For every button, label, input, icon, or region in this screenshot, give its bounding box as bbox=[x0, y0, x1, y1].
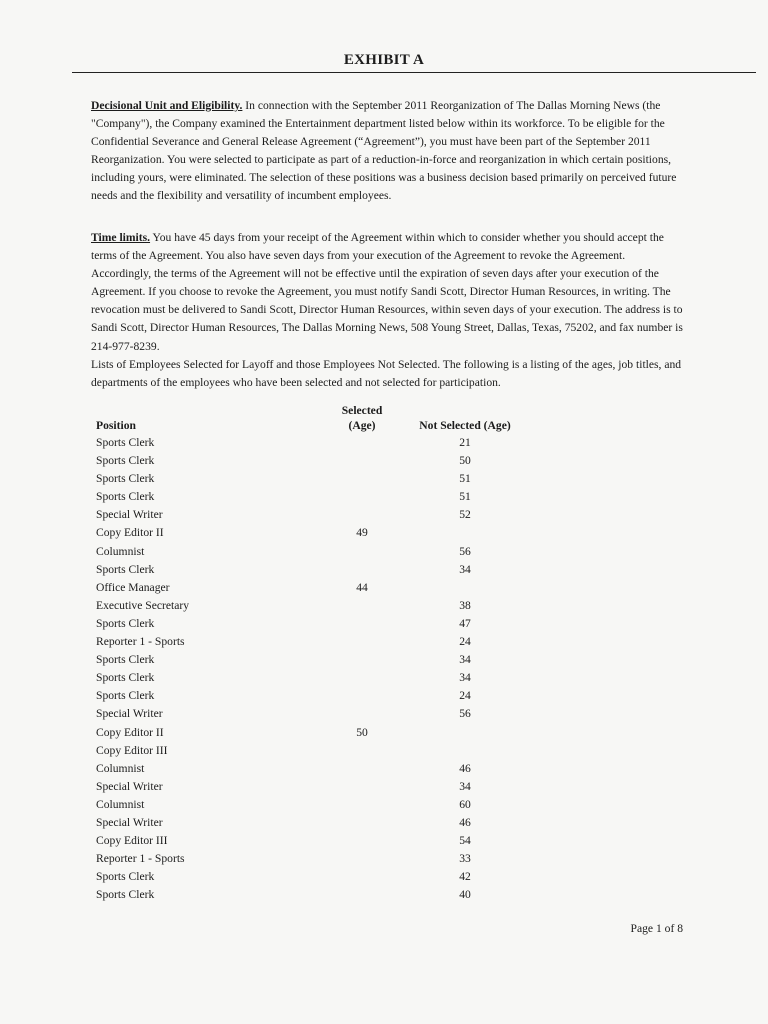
selected-age-cell: 50 bbox=[356, 725, 368, 739]
position-cell: Sports Clerk bbox=[96, 888, 155, 902]
position-cell: Sports Clerk bbox=[96, 454, 155, 468]
table-row bbox=[0, 524, 768, 542]
not-selected-age-cell: 38 bbox=[459, 598, 471, 612]
table-row bbox=[0, 615, 768, 633]
not-selected-age-cell: 47 bbox=[459, 616, 471, 630]
table-row bbox=[0, 868, 768, 886]
not-selected-age-cell: 34 bbox=[459, 562, 471, 576]
position-cell: Copy Editor II bbox=[96, 526, 164, 540]
position-cell: Sports Clerk bbox=[96, 870, 155, 884]
table-row bbox=[0, 633, 768, 651]
selected-column-header bbox=[330, 403, 394, 433]
position-cell: Copy Editor II bbox=[96, 725, 164, 739]
position-cell: Sports Clerk bbox=[96, 490, 155, 504]
table-row bbox=[0, 814, 768, 832]
not-selected-age-cell: 34 bbox=[459, 653, 471, 667]
position-cell: Sports Clerk bbox=[96, 562, 155, 576]
position-cell: Reporter 1 - Sports bbox=[96, 635, 185, 649]
page-title: EXHIBIT A bbox=[343, 52, 425, 68]
time-limits-text: You have 45 days from your receipt of the Agreement within which to consider whether you should accept the terms of the Agreement. You also have seven days from your execution of the Agreement to revoke the Agreement. Accordingly, the terms of the Agreement will not be effective until the expiration of seven days after your execution of the Agreement. If you choose to revoke the Agreement, you must notify Sandi Scott, Director Human Resources, in writing. The revocation must be delivered to Sandi Scott, Director Human Resources, within seven days of your execution. The address is to Sandi Scott, Director Human Resources, The Dallas Morning News, 508 Young Street, Dallas, Texas, 75202, and fax number is 214-977-8239. bbox=[91, 231, 683, 353]
table-row bbox=[0, 506, 768, 524]
position-cell: Special Writer bbox=[96, 779, 163, 793]
table-row bbox=[0, 579, 768, 597]
table-row bbox=[0, 597, 768, 615]
position-cell: Columnist bbox=[96, 761, 145, 775]
not-selected-age-cell: 56 bbox=[459, 707, 471, 721]
not-selected-age-cell: 60 bbox=[459, 797, 471, 811]
not-selected-age-cell: 56 bbox=[459, 544, 471, 558]
not-selected-age-cell: 51 bbox=[459, 472, 471, 486]
employee-table-body bbox=[0, 434, 768, 904]
not-selected-age-cell: 46 bbox=[459, 815, 471, 829]
position-column-header: Position bbox=[96, 419, 136, 432]
not-selected-age-cell: 52 bbox=[459, 508, 471, 522]
not-selected-age-cell: 42 bbox=[459, 870, 471, 884]
table-row bbox=[0, 796, 768, 814]
not-selected-age-cell: 54 bbox=[459, 834, 471, 848]
page-number: Page 1 of 8 bbox=[630, 922, 683, 935]
table-row bbox=[0, 832, 768, 850]
table-row bbox=[0, 452, 768, 470]
not-selected-age-cell: 34 bbox=[459, 671, 471, 685]
not-selected-age-cell: 50 bbox=[459, 454, 471, 468]
table-row bbox=[0, 543, 768, 561]
not-selected-age-cell: 21 bbox=[459, 436, 471, 449]
table-row bbox=[0, 850, 768, 868]
position-cell: Special Writer bbox=[96, 815, 163, 829]
decisional-unit-heading: Decisional Unit and Eligibility. bbox=[91, 99, 243, 112]
position-cell: Sports Clerk bbox=[96, 653, 155, 667]
table-row bbox=[0, 488, 768, 506]
table-row bbox=[0, 724, 768, 742]
title-rule bbox=[72, 72, 756, 73]
position-cell: Reporter 1 - Sports bbox=[96, 852, 185, 866]
position-cell: Sports Clerk bbox=[96, 671, 155, 685]
position-cell: Columnist bbox=[96, 797, 145, 811]
position-cell: Copy Editor III bbox=[96, 743, 168, 757]
selected-age-cell: 44 bbox=[356, 580, 368, 594]
employee-lists-paragraph: Lists of Employees Selected for Layoff and those Employees Not Selected. The following is a listing of the ages, job titles, and departments of the employees who have been selected and not selected for participation. bbox=[91, 358, 682, 390]
not-selected-column-header: Not Selected (Age) bbox=[419, 419, 511, 432]
position-cell: Sports Clerk bbox=[96, 472, 155, 486]
not-selected-age-cell: 34 bbox=[459, 779, 471, 793]
decisional-unit-text: In connection with the September 2011 Reorganization of The Dallas Morning News (the "Company"), the Company examined the Entertainment department listed below within its workforce. To be eligible for the Confidential Severance and General Release Agreement (“Agreement”), you must have been part of the September 2011 Reorganization. You were selected to participate as part of a reduction-in-force and reorganization in which certain positions, including yours, were eliminated. The selection of these positions was a business decision based primarily on perceived future needs and the flexibility and versatility of incumbent employees. bbox=[91, 99, 677, 203]
table-row bbox=[0, 669, 768, 687]
time-limits-paragraph bbox=[91, 229, 683, 356]
decisional-unit-paragraph bbox=[91, 97, 683, 206]
table-row bbox=[0, 687, 768, 705]
table-row bbox=[0, 742, 768, 760]
position-cell: Special Writer bbox=[96, 707, 163, 721]
table-row bbox=[0, 434, 768, 452]
position-cell: Special Writer bbox=[96, 508, 163, 522]
table-row bbox=[0, 651, 768, 669]
selected-header-line2: (Age) bbox=[348, 419, 376, 432]
table-row bbox=[0, 470, 768, 488]
position-cell: Columnist bbox=[96, 544, 145, 558]
not-selected-age-cell: 24 bbox=[459, 635, 471, 649]
not-selected-age-cell: 33 bbox=[459, 852, 471, 866]
position-cell: Sports Clerk bbox=[96, 436, 155, 449]
table-row bbox=[0, 886, 768, 904]
position-cell: Sports Clerk bbox=[96, 689, 155, 703]
not-selected-age-cell: 51 bbox=[459, 490, 471, 504]
position-cell: Executive Secretary bbox=[96, 598, 190, 612]
not-selected-age-cell: 40 bbox=[459, 888, 471, 902]
position-cell: Copy Editor III bbox=[96, 834, 168, 848]
time-limits-heading: Time limits. bbox=[91, 231, 151, 244]
not-selected-age-cell: 24 bbox=[459, 689, 471, 703]
selected-age-cell: 49 bbox=[356, 526, 368, 540]
selected-header-line1: Selected bbox=[341, 404, 383, 417]
table-row bbox=[0, 705, 768, 723]
position-cell: Sports Clerk bbox=[96, 616, 155, 630]
not-selected-age-cell: 46 bbox=[459, 761, 471, 775]
table-row bbox=[0, 778, 768, 796]
table-row bbox=[0, 760, 768, 778]
position-cell: Office Manager bbox=[96, 580, 170, 594]
table-row bbox=[0, 561, 768, 579]
